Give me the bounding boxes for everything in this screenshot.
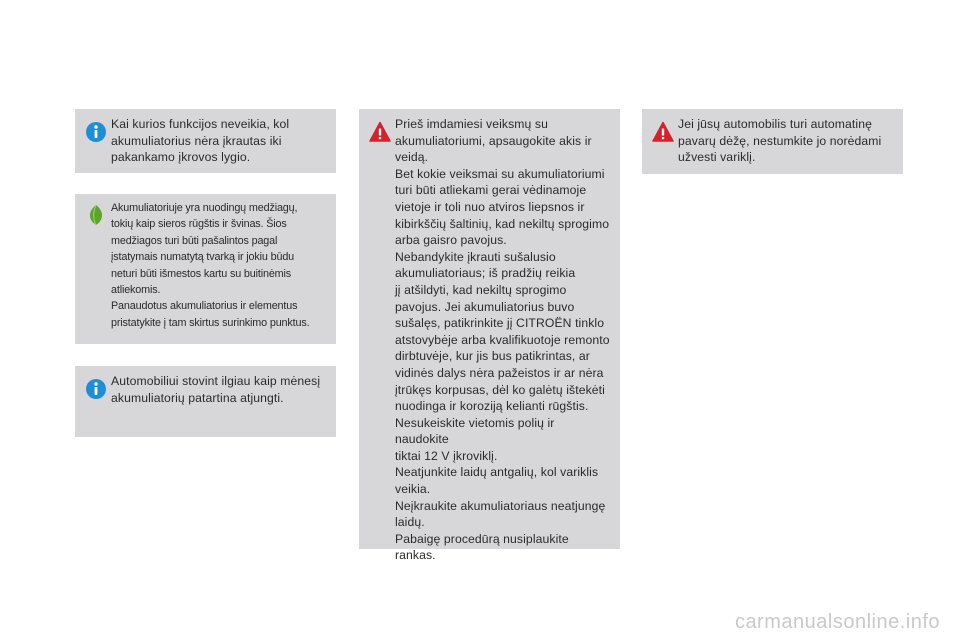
info-icon [85,121,107,143]
info-icon [85,378,107,400]
watermark: carmanualsonline.info [734,611,940,633]
info-note-2-text: Automobiliui stovint ilgiau kaip mėnesį akumuliatorių patartina atjungti. [111,374,321,405]
info-note-1-text: Kai kurios funkcijos neveikia, kol akumuliatorius nėra įkrautas iki pakankamo įkrovos lygio. [111,117,290,165]
warning-icon [369,121,391,143]
warning-note-1-text: Prieš imdamiesi veiksmų su akumuliatoriumi, apsaugokite akis ir veidą. Bet kokie veiksmai su akumuliatoriumi turi būti atliekami gerai vėdinamoje vietoje ir toli nuo atviros liepsnos ir kibirkščių šaltinių, kad nekiltų sprogimo arba gaisro pavojus. Nebandykite įkrauti sušalusio akumuliatoriaus; iš pradžių reikia jį atšildyti, kad nekiltų sprogimo pavojus. Jei akumuliatorius buvo sušalęs, patikrinkite jį CITROËN tinklo atstovybėje arba kvalifikuotoje remonto dirbtuvėje, kur jis bus patikrintas, ar vidinės dalys nėra pažeistos ir ar nėra įtrūkęs korpusas, dėl ko galėtų ištekėti nuodinga ir koroziją kelianti rūgštis. Nesukeiskite vietomis polių ir naudokite tiktai 12 V įkroviklį. Neatjunkite laidų antgalių, kol variklis veikia. Neįkraukite akumuliatoriaus neatjungę laidų. Pabaigę procedūrą nusiplaukite rankas. [395,117,610,563]
warning-note-1 [359,109,620,563]
eco-note-text: Akumuliatoriuje yra nuodingų medžiagų, tokių kaip sieros rūgštis ir švinas. Šios medžiagos turi būti pašalintos pagal įstatymais numatytą tvarką ir jokiu būdu neturi būti išmestos kartu su buitinėmis atliekomis. Panaudotus akumuliatorius ir elementus pristatykite į tam skirtus surinkimo punktus. [111,202,310,329]
info-note-2 [75,366,336,437]
warning-note-2-text: Jei jūsų automobilis turi automatinę pavarų dėžę, nestumkite jo norėdami užvesti variklį. [678,117,882,165]
warning-icon [652,121,674,143]
warning-note-2 [642,109,903,174]
info-note-1 [75,109,336,173]
eco-note [75,194,336,344]
leaf-icon [85,204,107,226]
